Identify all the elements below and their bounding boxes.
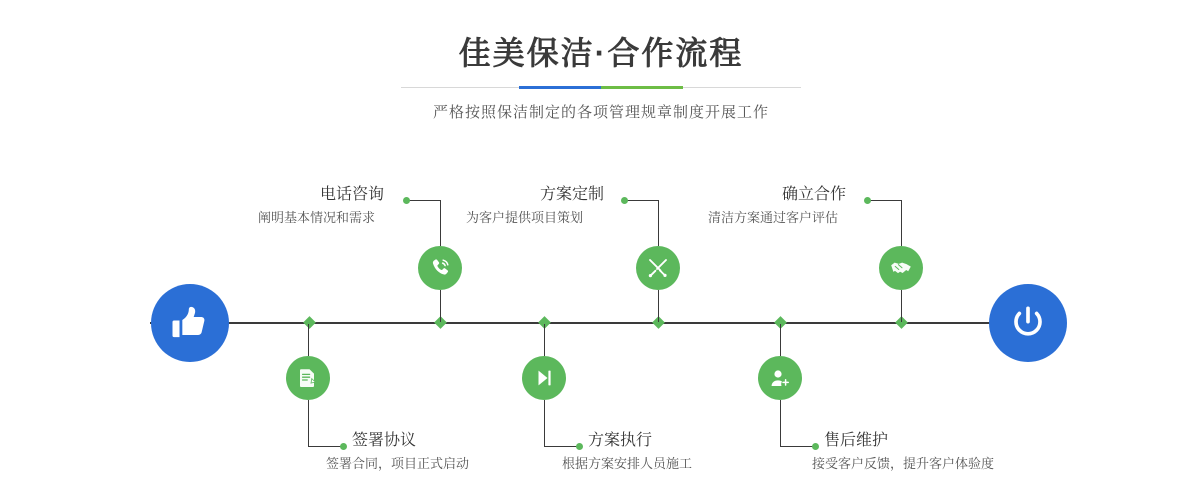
step-title-1: 电话咨询 (320, 186, 385, 203)
connector-line (658, 200, 659, 246)
connector-line (544, 446, 579, 447)
connector-line (440, 200, 441, 246)
step-desc-5: 清洁方案通过客户评估 (708, 210, 839, 225)
step-desc-4: 根据方案安排人员施工 (562, 456, 693, 471)
document-edit-icon (296, 366, 320, 390)
thumbs-up-icon (170, 303, 210, 343)
flow-start-thumbs-up-badge (151, 284, 229, 362)
connector-line (308, 446, 343, 447)
divider-accent-green (601, 86, 683, 89)
step-node-3[interactable] (636, 246, 680, 290)
step-title-6: 售后维护 (824, 432, 889, 449)
customer-support-icon (768, 366, 792, 390)
step-desc-3: 为客户提供项目策划 (466, 210, 584, 225)
connector-line (544, 400, 545, 446)
connector-line (780, 324, 781, 356)
divider-accent-blue (519, 86, 601, 89)
flow-end-power-badge (989, 284, 1067, 362)
step-title-4: 方案执行 (588, 432, 653, 449)
power-icon (1008, 303, 1048, 343)
step-label-5 (708, 185, 846, 228)
step-desc-1: 阐明基本情况和需求 (258, 210, 376, 225)
process-flow-diagram (0, 150, 1202, 502)
connector-dot (403, 197, 410, 204)
step-desc-2: 签署合同，项目正式启动 (326, 456, 470, 471)
step-label-3 (466, 185, 604, 228)
step-node-6[interactable] (758, 356, 802, 400)
page-title: 佳美保洁·合作流程 (458, 35, 744, 71)
connector-line (658, 290, 659, 322)
connector-line (901, 290, 902, 322)
step-title-5: 确立合作 (782, 186, 847, 203)
phone-call-icon (428, 256, 452, 280)
step-label-6 (812, 431, 995, 474)
connector-line (308, 400, 309, 446)
handshake-icon (889, 256, 913, 280)
step-node-5[interactable] (879, 246, 923, 290)
step-node-2[interactable] (286, 356, 330, 400)
step-desc-6: 接受客户反馈，提升客户体验度 (812, 456, 995, 471)
connector-dot (621, 197, 628, 204)
connector-line (440, 290, 441, 322)
connector-line (624, 200, 659, 201)
connector-line (867, 200, 902, 201)
page-subtitle: 严格按照保洁制定的各项管理规章制度开展工作 (432, 104, 769, 122)
timeline-axis (150, 322, 1050, 324)
connector-line (780, 400, 781, 446)
step-label-1 (258, 185, 384, 228)
page-header (0, 0, 1202, 122)
step-node-4[interactable] (522, 356, 566, 400)
title-divider (401, 86, 801, 89)
connector-line (780, 446, 815, 447)
step-title-3: 方案定制 (540, 186, 605, 203)
play-forward-icon (532, 366, 556, 390)
step-title-2: 签署协议 (352, 432, 417, 449)
connector-dot (576, 443, 583, 450)
connector-line (406, 200, 441, 201)
connector-line (308, 324, 309, 356)
connector-line (901, 200, 902, 246)
connector-line (544, 324, 545, 356)
step-node-1[interactable] (418, 246, 462, 290)
connector-dot (812, 443, 819, 450)
step-label-2 (326, 431, 470, 474)
axis-marker (303, 316, 316, 329)
connector-dot (864, 197, 871, 204)
step-label-4 (562, 431, 693, 474)
connector-dot (340, 443, 347, 450)
tools-icon (646, 256, 670, 280)
